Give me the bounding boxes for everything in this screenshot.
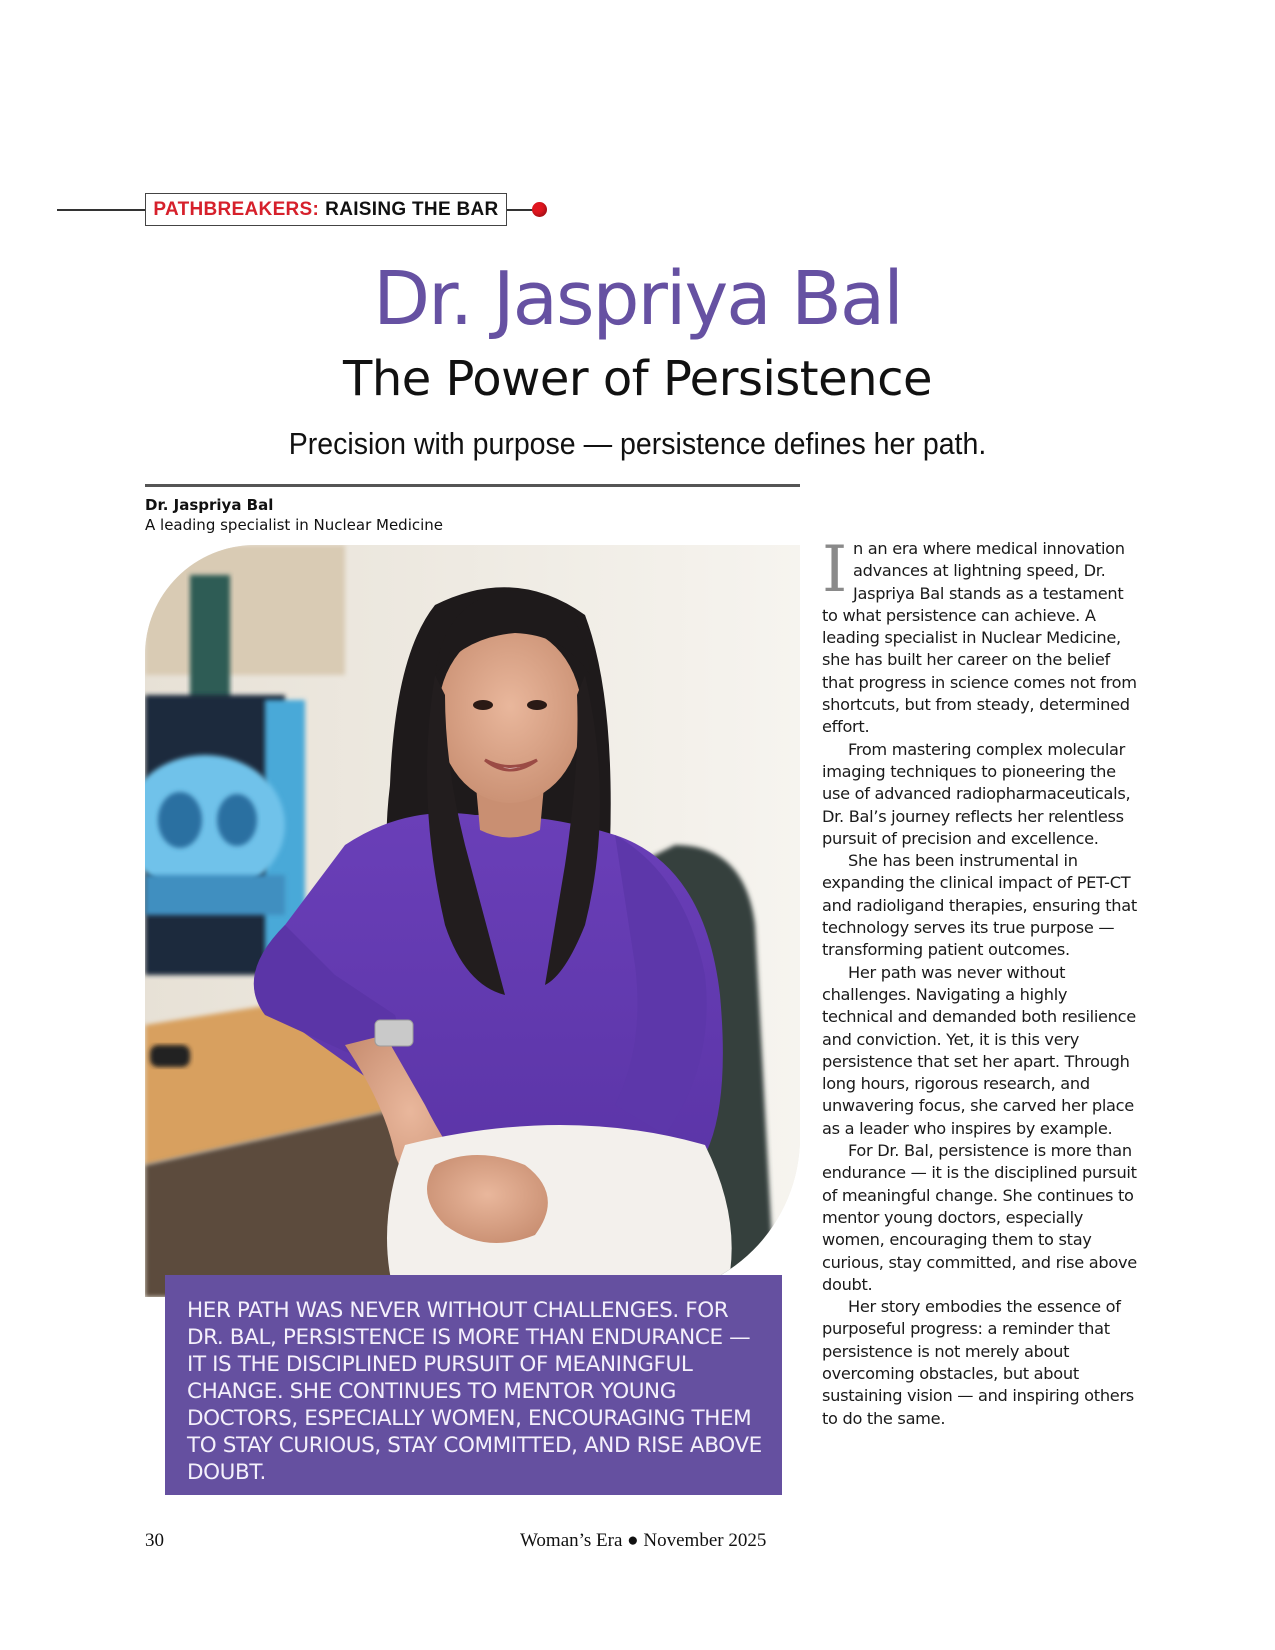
article-title: Dr. Jaspriya Bal	[373, 256, 902, 342]
article-paragraph: She has been instrumental in expanding the clinical impact of PET-CT and radioligand therapies, ensuring that technology serves its true purpose — transforming patient outcomes.	[822, 851, 1137, 960]
section-label-red: PATHBREAKERS:	[153, 198, 320, 220]
section-header-rule-right	[507, 209, 533, 211]
article-paragraph: In an era where medical innovation advances at lightning speed, Dr. Jaspriya Bal stands as a testament to what persistence can achieve. A leading specialist in Nuclear Medicine, she has built her career on the belief that progress in science comes not from shortcuts, but from steady, determined effort.	[822, 533, 1137, 737]
portrait-photo	[145, 545, 800, 1297]
caption-name: Dr. Jaspriya Bal	[145, 496, 274, 514]
section-header-rule-left	[57, 209, 145, 211]
page-number: 30	[145, 1530, 164, 1551]
section-label: RAISING THE BAR	[325, 198, 499, 220]
article-paragraph: Her story embodies the essence of purposeful progress: a reminder that persistence is not merely about overcoming obstacles, but about sustaining vision — and inspiring others to do the same.	[822, 1297, 1134, 1428]
red-dot-icon	[532, 202, 547, 217]
caption-divider	[145, 484, 800, 487]
section-header	[145, 193, 507, 226]
caption-role: A leading specialist in Nuclear Medicine	[145, 516, 444, 534]
article-tagline: Precision with purpose — persistence defines her path.	[288, 426, 987, 461]
pull-quote-text: HER PATH WAS NEVER WITHOUT CHALLENGES. FOR DR. BAL, PERSISTENCE IS MORE THAN ENDURANCE — IT IS THE DISCIPLINED PURSUIT OF MEANINGFUL CHANGE. SHE CONTINUES TO MENTOR YOUNG DOCTORS, ESPECIALLY WOMEN, ENCOURAGING THEM TO STAY CURIOUS, STAY COMMITTED, AND RISE ABOVE DOUBT.	[187, 1298, 762, 1485]
article-body	[822, 533, 1142, 1430]
publication-footer: Woman’s Era ● November 2025	[520, 1530, 767, 1551]
article-subtitle: The Power of Persistence	[343, 351, 932, 407]
article-paragraph: From mastering complex molecular imaging techniques to pioneering the use of advanced radiopharmaceuticals, Dr. Bal’s journey reflects her relentless pursuit of precision and excellence.	[822, 739, 1131, 848]
article-paragraph: For Dr. Bal, persistence is more than endurance — it is the disciplined pursuit of meaningful change. She continues to mentor young doctors, especially women, encouraging them to stay curious, stay committed, and rise above doubt.	[822, 1141, 1137, 1294]
article-paragraph: Her path was never without challenges. Navigating a highly technical and demanded both resilience and conviction. Yet, it is this very persistence that set her apart. Through long hours, rigorous research, and unwavering focus, she carved her place as a leader who inspires by example.	[822, 962, 1136, 1138]
drop-cap: I	[822, 533, 847, 607]
pull-quote	[165, 1275, 782, 1495]
